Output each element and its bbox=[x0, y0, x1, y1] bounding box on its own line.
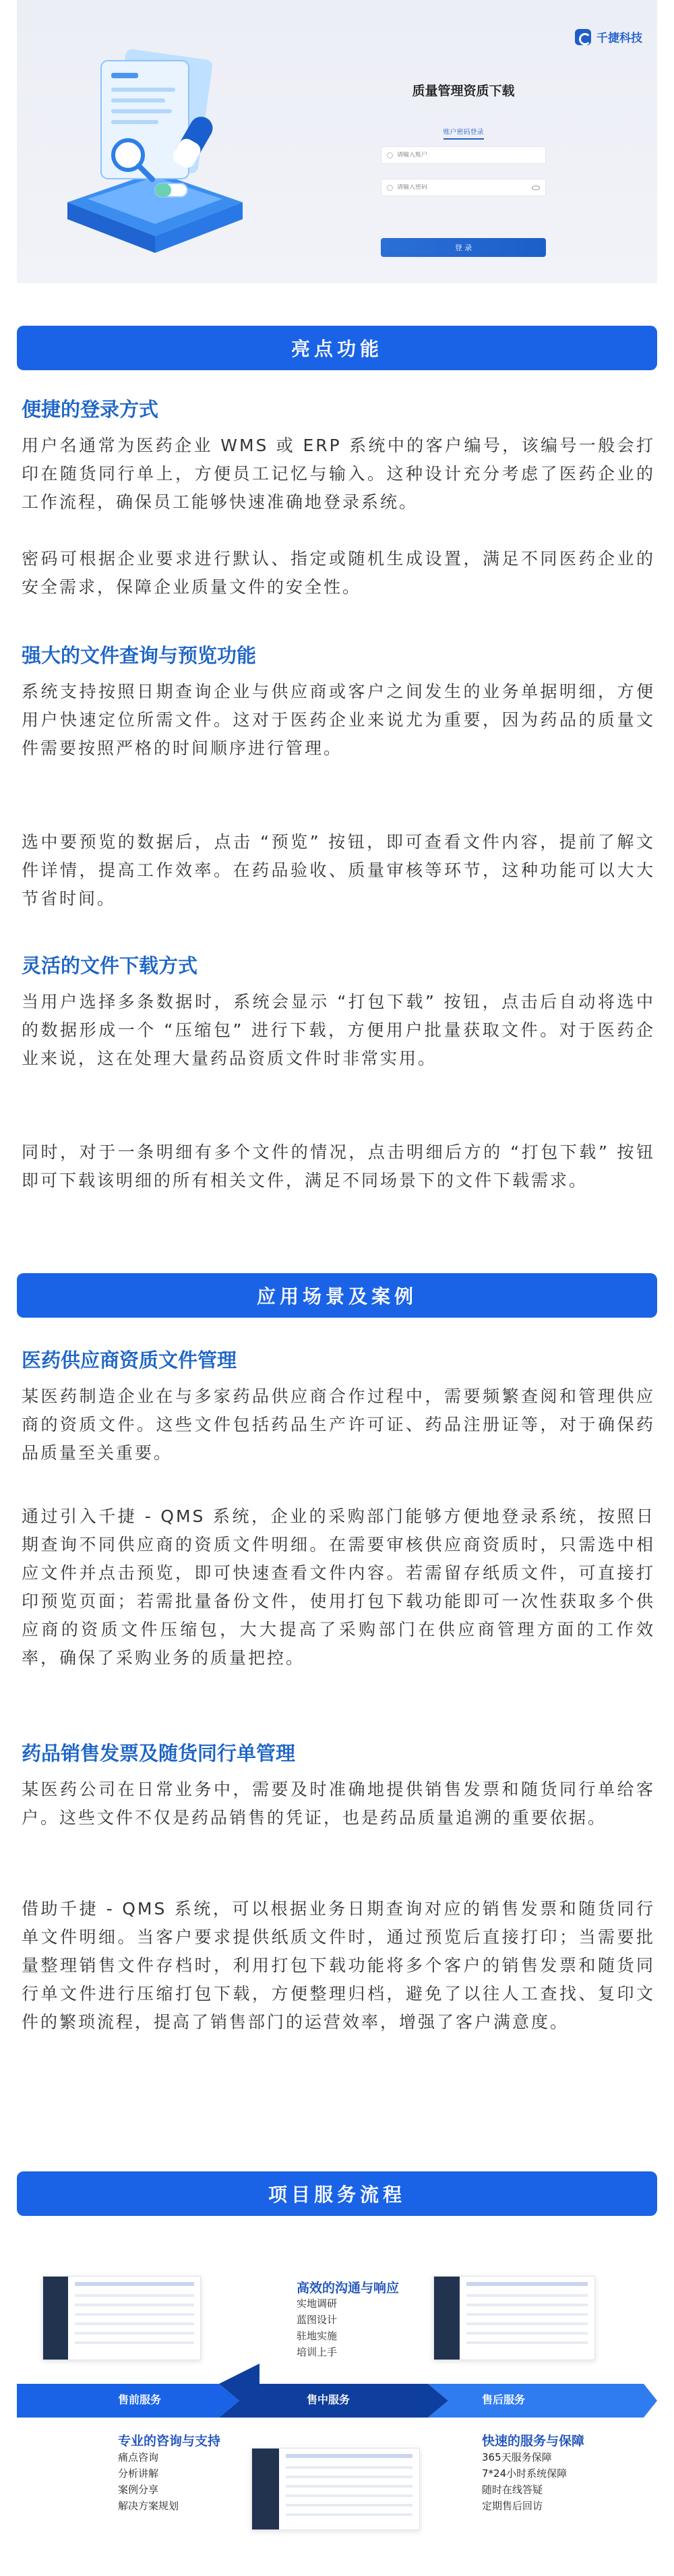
password-input[interactable] bbox=[397, 184, 528, 191]
group-item: 蓝图设计 bbox=[297, 2314, 338, 2326]
group-list bbox=[118, 2449, 179, 2514]
user-icon bbox=[387, 152, 393, 158]
group-item: 实地调研 bbox=[297, 2297, 338, 2310]
case-paragraph: 某医药制造企业在与多家药品供应商合作过程中，需要频繁查阅和管理供应商的资质文件。这些文件包括药品生产许可证、药品注册证等，对于确保药品质量至关重要。 bbox=[22, 1386, 655, 1463]
case-heading: 医药供应商资质文件管理 bbox=[22, 1349, 237, 1372]
feature-heading: 强大的文件查询与预览功能 bbox=[22, 644, 257, 667]
feature-paragraph: 用户名通常为医药企业 WMS 或 ERP 系统中的客户编号，该编号一般会打印在随货同行单上，方便员工记忆与输入。这种设计充分考虑了医药企业的工作流程，确保员工能够快速准确地登录系统。 bbox=[22, 436, 655, 512]
service-flow-diagram bbox=[17, 2266, 657, 2576]
eye-icon[interactable] bbox=[532, 185, 540, 190]
brand-icon bbox=[575, 29, 591, 45]
feature-paragraph: 选中要预览的数据后，点击 “预览” 按钮，即可查看文件内容，提前了解文件详情，提高工作效率。在药品验收、质量审核等环节，这种功能可以大大节省时间。 bbox=[22, 832, 655, 908]
feature-heading: 便捷的登录方式 bbox=[22, 398, 159, 421]
group-item: 培训上手 bbox=[297, 2346, 338, 2358]
group-list bbox=[482, 2449, 567, 2514]
case-paragraph: 通过引入千捷 - QMS 系统，企业的采购部门能够方便地登录系统，按照日期查询不同供应商的资质文件明细。在需要审核供应商资质时，只需选中相应文件并点击预览，即可快速查看文件内容。若需留存纸质文件，可直接打印预览页面；若需批量备份文件，使用打包下载功能即可一次性获取多个供应商的资质文件压缩包，大大提高了采购部门在供应商管理方面的工作效率，确保了采购业务的质量把控。 bbox=[22, 1506, 655, 1668]
username-input[interactable] bbox=[397, 152, 540, 158]
group-item: 7*24小时系统保障 bbox=[482, 2467, 568, 2480]
case-paragraph: 某医药公司在日常业务中，需要及时准确地提供销售发票和随货同行单给客户。这些文件不仅是药品销售的凭证，也是药品质量追溯的重要依据。 bbox=[22, 1780, 655, 1827]
feature-paragraph: 密码可根据企业要求进行默认、指定或随机生成设置，满足不同医药企业的安全需求，保障企业质量文件的安全性。 bbox=[22, 549, 655, 597]
group-title: 专业的咨询与支持 bbox=[118, 2434, 221, 2449]
stage-arrow-band bbox=[17, 2364, 657, 2418]
login-form bbox=[381, 81, 546, 257]
section-banner-highlights: 亮点功能 bbox=[17, 326, 657, 370]
stage-label-insales: 售中服务 bbox=[307, 2393, 350, 2406]
section-banner-cases: 应用场景及案例 bbox=[17, 1273, 657, 1318]
password-field[interactable] bbox=[381, 179, 546, 196]
login-title: 质量管理资质下载 bbox=[412, 84, 515, 98]
tab-account-password[interactable]: 账户密码登录 bbox=[381, 126, 546, 140]
feature-paragraph: 系统支持按照日期查询企业与供应商或客户之间发生的业务单据明细，方便用户快速定位所需文件。这对于医药企业来说尤为重要，因为药品的质量文件需要按照严格的时间顺序进行管理。 bbox=[22, 682, 655, 758]
group-title: 快速的服务与保障 bbox=[482, 2434, 585, 2449]
screenshot-thumbnail bbox=[433, 2276, 595, 2360]
group-item: 解决方案规划 bbox=[118, 2500, 179, 2512]
stage-label-presales: 售前服务 bbox=[118, 2393, 162, 2406]
brand-name: 千捷科技 bbox=[596, 32, 642, 45]
group-list bbox=[297, 2295, 337, 2360]
group-item: 365天服务保障 bbox=[482, 2451, 552, 2463]
group-item: 案例分享 bbox=[118, 2484, 159, 2496]
document-illustration bbox=[54, 34, 256, 256]
case-heading: 药品销售发票及随货同行单管理 bbox=[22, 1742, 296, 1765]
group-item: 随时在线答疑 bbox=[482, 2484, 543, 2496]
group-title: 高效的沟通与响应 bbox=[297, 2281, 400, 2295]
username-field[interactable] bbox=[381, 146, 546, 164]
feature-heading: 灵活的文件下载方式 bbox=[22, 954, 198, 977]
feature-paragraph: 同时，对于一条明细有多个文件的情况，点击明细后方的 “打包下载” 按钮即可下载该明细的所有相关文件，满足不同场景下的文件下载需求。 bbox=[22, 1142, 655, 1190]
group-item: 定期售后回访 bbox=[482, 2500, 543, 2512]
feature-paragraph: 当用户选择多条数据时，系统会显示 “打包下载” 按钮，点击后自动将选中的数据形成一个 “压缩包” 进行下载，方便用户批量获取文件。对于医药企业来说，这在处理大量药品资质文件时非常实用。 bbox=[22, 992, 655, 1068]
group-item: 痛点咨询 bbox=[118, 2451, 159, 2463]
screenshot-thumbnail bbox=[251, 2448, 420, 2530]
group-item: 驻地实施 bbox=[297, 2330, 338, 2342]
stage-label-aftersales: 售后服务 bbox=[482, 2393, 526, 2406]
screenshot-thumbnail bbox=[42, 2276, 201, 2360]
brand-logo bbox=[575, 28, 642, 45]
login-preview bbox=[17, 0, 657, 283]
lock-icon bbox=[387, 185, 393, 191]
group-item: 分析讲解 bbox=[118, 2467, 159, 2480]
case-paragraph: 借助千捷 - QMS 系统，可以根据业务日期查询对应的销售发票和随货同行单文件明细。当客户要求提供纸质文件时，通过预览后直接打印；当需要批量整理销售文件存档时，利用打包下载功能将多个客户的销售发票和随货同行单文件进行压缩打包下载，方便整理归档，避免了以往人工查找、复印文件的繁琐流程，提高了销售部门的运营效率，增强了客户满意度。 bbox=[22, 1899, 655, 2032]
section-banner-service: 项目服务流程 bbox=[17, 2171, 657, 2216]
login-button[interactable]: 登 录 bbox=[381, 238, 546, 257]
